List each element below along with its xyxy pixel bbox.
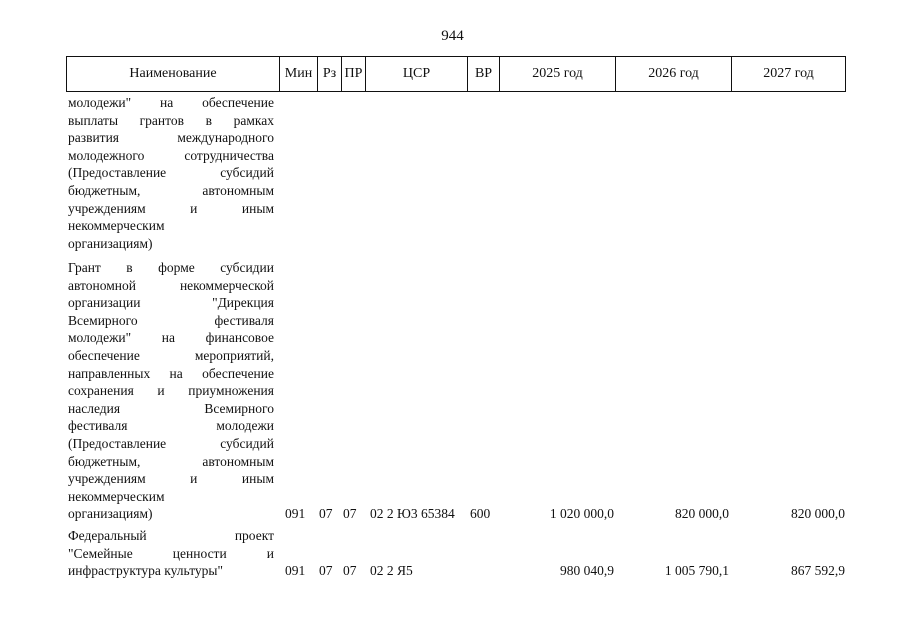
row-name-line: бюджетным, автономным (68, 453, 274, 469)
cell-rz: 07 (319, 563, 333, 578)
header-min: Мин (279, 57, 317, 91)
row-name-line: направленных на обеспечение (68, 365, 274, 381)
row-name-line: молодежи" на финансовое (68, 330, 274, 346)
row-name-line: Грант в форме субсидии (68, 260, 274, 275)
row-name-line: молодежного сотрудничества (68, 147, 274, 163)
cell-pr: 07 (343, 506, 357, 521)
header-csr: ЦСР (365, 57, 467, 91)
cell-csr: 02 2 Я5 (370, 563, 413, 578)
row-name-line: организации "Дирекция (68, 295, 274, 311)
cell-2026: 820 000,0 (675, 506, 729, 521)
header-2026: 2026 год (615, 57, 731, 91)
header-pr: ПР (341, 57, 365, 91)
row-name-line: автономной некоммерческой (68, 277, 274, 293)
cell-min: 091 (285, 506, 306, 521)
cell-2026: 1 005 790,1 (664, 563, 729, 578)
header-2027: 2027 год (731, 57, 845, 91)
cell-2025: 1 020 000,0 (549, 506, 614, 521)
row-name-line: бюджетным, автономным (68, 182, 274, 198)
row-name-line: выплаты грантов в рамках (68, 112, 274, 128)
header-2025: 2025 год (499, 57, 615, 91)
row-name-line: некоммерческим (68, 218, 165, 234)
row-name-line: Всемирного фестиваля (68, 312, 274, 328)
cell-rz: 07 (319, 506, 333, 521)
row-name-line: молодежи" на обеспечение (68, 95, 274, 110)
row-name (68, 527, 274, 580)
header-name: Наименование (129, 66, 217, 81)
cell-2027: 820 000,0 (791, 506, 845, 521)
row-name-line: учреждениям и иным (68, 200, 274, 216)
cell-pr: 07 (343, 563, 357, 578)
row-name-line: некоммерческим (68, 488, 165, 504)
row-name-line: организациям) (68, 506, 153, 522)
header-rz: Рз (317, 57, 341, 91)
row-name-line: организациям) (68, 235, 153, 251)
cell-csr: 02 2 Ю3 65384 (370, 506, 455, 521)
page-number: 944 (441, 28, 464, 44)
row-name-line: фестиваля молодежи (68, 418, 274, 434)
row-name-line: учреждениям и иным (68, 471, 274, 487)
table-header (66, 56, 846, 92)
row-name-line: Федеральный проект (68, 528, 274, 543)
row-name-line: наследия Всемирного (68, 400, 274, 416)
row-name-line: сохранения и приумножения (68, 383, 274, 399)
row-name-line: инфраструктура культуры" (68, 563, 223, 579)
row-name-line: (Предоставление субсидий (68, 165, 274, 181)
row-name-line: "Семейные ценности и (68, 545, 274, 561)
cell-2027: 867 592,9 (791, 563, 845, 578)
cell-min: 091 (285, 563, 306, 578)
row-name (68, 94, 274, 252)
cell-2025: 980 040,9 (560, 563, 614, 578)
row-name-line: (Предоставление субсидий (68, 435, 274, 451)
header-vr: ВР (467, 57, 499, 91)
cell-vr: 600 (470, 506, 491, 521)
row-name-line: развития международного (68, 130, 274, 146)
row-name-line: обеспечение мероприятий, (68, 347, 274, 363)
row-name (68, 259, 274, 523)
